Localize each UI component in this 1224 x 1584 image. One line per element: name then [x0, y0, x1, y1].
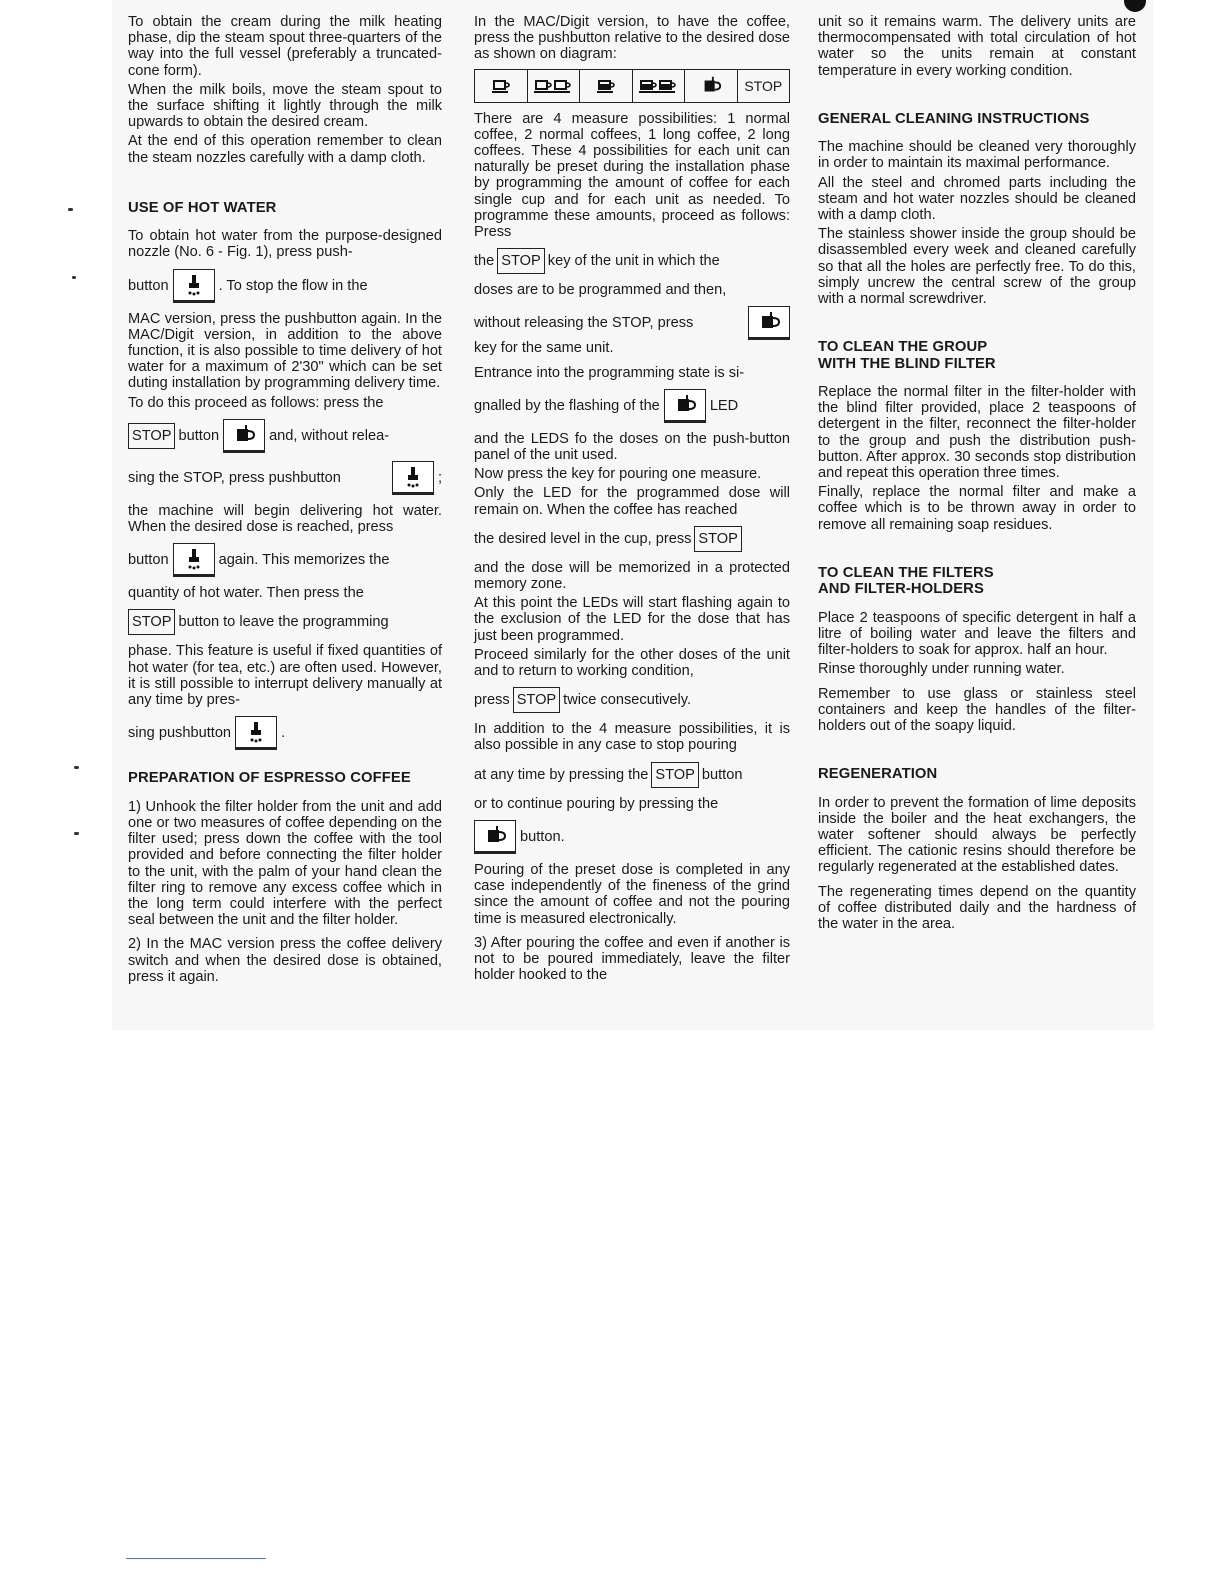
- inline-row: [128, 461, 442, 495]
- inline-row: [128, 609, 442, 635]
- text: and, without relea-: [269, 427, 390, 444]
- paragraph: and the dose will be memorized in a protected memory zone.: [474, 559, 790, 593]
- text: . To stop the flow in the: [218, 277, 368, 294]
- text: ;: [437, 469, 442, 486]
- text: button.: [520, 828, 565, 845]
- inline-row: [474, 526, 790, 552]
- two-long-coffees-icon: [633, 70, 686, 102]
- heading-line: TO CLEAN THE GROUP: [818, 339, 988, 356]
- continuous-pour-icon: [223, 419, 265, 453]
- margin-mark: [68, 208, 73, 211]
- hot-water-icon: [392, 461, 434, 495]
- long-coffee-icon: [580, 70, 633, 102]
- text: button to leave the programming: [178, 614, 389, 631]
- paragraph: Entrance into the programming state is si-: [474, 364, 745, 381]
- paragraph: Replace the normal filter in the filter-holder with the blind filter provided, place 2 teaspoons of detergent in the filter, reconnect the filter-holder to the group and push the distribution push-button. After approx. 30 seconds stop distribution and repeat this operation three times.: [818, 384, 1136, 482]
- margin-mark: [72, 276, 76, 279]
- column-2: [474, 14, 790, 986]
- paragraph: 3) After pouring the coffee and even if another is not to be poured immediately, leave the filter holder hooked to the: [474, 934, 790, 984]
- inline-row: [128, 716, 442, 750]
- paragraph: To obtain the cream during the milk heating phase, dip the steam spout three-quarters of the way into the full vessel (preferably a truncated-cone form).: [128, 14, 442, 79]
- paragraph: In order to prevent the formation of lime deposits inside the boiler and the heat exchangers, the water softener should always be perfectly efficient. The cationic resins should therefore be regularly regenerated at the established dates.: [818, 794, 1136, 876]
- paragraph: Only the LED for the programmed dose will remain on. When the coffee has reached: [474, 485, 790, 518]
- two-cups-icon: [528, 70, 581, 102]
- text: button: [128, 552, 169, 569]
- inline-row: [474, 687, 790, 713]
- column-3: [818, 14, 1136, 935]
- footer-rule: [126, 1558, 266, 1559]
- paragraph: MAC version, press the pushbutton again. In the MAC/Digit version, in addition to the above function, it is also possible to time delivery of hot water for a maximum of 2'30" which can be set duting installation by programming delivery time.: [128, 310, 442, 392]
- text: button: [701, 766, 743, 783]
- paragraph: Pouring of the preset dose is completed in any case independently of the fineness of the grind since the amount of coffee and not the pouring time is measured electronically.: [474, 861, 790, 927]
- inline-row: [474, 762, 790, 788]
- inline-row: [474, 389, 790, 423]
- paragraph: Rinse thoroughly under running water.: [818, 661, 1065, 678]
- margin-mark: [74, 832, 79, 835]
- paragraph: Proceed similarly for the other doses of the unit and to return to working condition,: [474, 646, 790, 680]
- text: sing the STOP, press pushbutton: [128, 469, 341, 486]
- paragraph: To do this proceed as follows: press the: [128, 394, 384, 411]
- continuous-pour-icon: [474, 820, 516, 854]
- paragraph: At the end of this operation remember to clean the steam nozzles carefully with a damp cloth.: [128, 133, 442, 166]
- paragraph: 1) Unhook the filter holder from the unit and add one or two measures of coffee depending on the filter used; press down the coffee with the tool provided and before connecting the filter holder to the unit, with the palm of your hand clean the filter ring to remove any excess coffee which in the long term could interfere with the perfect seal between the unit and the filter holder.: [128, 798, 442, 929]
- paragraph: When the milk boils, move the steam spout to the surface shifting it lightly through the milk upwards to obtain the desired cream.: [128, 81, 442, 131]
- paragraph: The regenerating times depend on the quantity of coffee distributed daily and the hardness of the water in the area.: [818, 883, 1136, 932]
- hot-water-icon: [235, 716, 277, 750]
- paragraph: To obtain hot water from the purpose-designed nozzle (No. 6 - Fig. 1), press push-: [128, 228, 442, 261]
- text: the desired level in the cup, press: [474, 530, 692, 547]
- section-heading-cleaning: GENERAL CLEANING INSTRUCTIONS: [818, 110, 1090, 127]
- text: the: [474, 253, 495, 270]
- text: at any time by pressing the: [474, 766, 649, 783]
- paragraph: the machine will begin delivering hot water. When the desired dose is reached, press: [128, 502, 442, 536]
- paragraph: At this point the LEDs will start flashing again to the exclusion of the LED for the dose that has just been programmed.: [474, 595, 790, 644]
- section-heading-clean-filters: [818, 565, 1136, 598]
- text: button: [178, 427, 220, 444]
- inline-row: [128, 543, 442, 577]
- text: key of the unit in which the: [547, 253, 720, 270]
- stop-key: STOP: [694, 526, 741, 552]
- margin-mark: [74, 766, 79, 769]
- text: twice consecutively.: [563, 692, 692, 709]
- inline-row: [474, 306, 790, 340]
- single-cup-icon: [475, 70, 528, 102]
- paragraph: Now press the key for pouring one measure.: [474, 466, 762, 483]
- text: sing pushbutton: [128, 725, 232, 742]
- continuous-pour-icon: [685, 70, 738, 102]
- heading-line: AND FILTER-HOLDERS: [818, 581, 984, 598]
- inline-row: [474, 248, 790, 274]
- text: .: [281, 725, 286, 742]
- section-heading-espresso: PREPARATION OF ESPRESSO COFFEE: [128, 770, 411, 787]
- dose-diagram: [474, 69, 790, 103]
- hot-water-icon: [173, 543, 215, 577]
- paragraph: phase. This feature is useful if fixed quantities of hot water (for tea, etc.) are often used. However, it is still possible to interrupt delivery manually at any time by pres-: [128, 643, 442, 709]
- section-heading-regeneration: REGENERATION: [818, 766, 938, 783]
- paragraph: Remember to use glass or stainless steel containers and keep the handles of the filter-holders out of the soapy liquid.: [818, 685, 1136, 734]
- paragraph: unit so it remains warm. The delivery units are thermocompensated with total circulation of hot water so the units remain at constant temperature in every working condition.: [818, 14, 1136, 79]
- text: button: [128, 277, 169, 294]
- text: again. This memorizes the: [218, 552, 390, 569]
- paragraph: Place 2 teaspoons of specific detergent in half a litre of boiling water and leave the filters and filter-holders to soak for approx. half an hour.: [818, 609, 1136, 659]
- section-heading-clean-group: [818, 339, 1136, 372]
- section-heading-hot-water: USE OF HOT WATER: [128, 199, 277, 216]
- stop-key: STOP: [513, 687, 560, 713]
- inline-row: [474, 820, 790, 854]
- continuous-pour-icon: [748, 306, 790, 340]
- paragraph: and the LEDS fo the doses on the push-button panel of the unit used.: [474, 430, 790, 464]
- continuous-pour-icon: [664, 389, 706, 423]
- inline-row: [128, 419, 442, 453]
- text: LED: [709, 397, 739, 414]
- text: gnalled by the flashing of the: [474, 397, 660, 414]
- paragraph: There are 4 measure possibilities: 1 normal coffee, 2 normal coffees, 1 long coffee, 2 long coffees. These 4 possibilities for each unit can naturally be preset during the installation phase by programming the amount of coffee for each single cup and for each unit as needed. To programme these amounts, proceed as follows: Press: [474, 110, 790, 241]
- paragraph: 2) In the MAC version press the coffee delivery switch and when the desired dose is obtained, press it again.: [128, 936, 442, 985]
- paragraph: Finally, replace the normal filter and make a coffee which is to be thrown away in order to remove all remaining soap residues.: [818, 484, 1136, 533]
- heading-line: TO CLEAN THE FILTERS: [818, 564, 994, 581]
- hot-water-icon: [173, 269, 215, 303]
- stop-key: STOP: [497, 248, 544, 274]
- paragraph: The machine should be cleaned very thoroughly in order to maintain its maximal performance.: [818, 139, 1136, 172]
- stop-key: STOP: [651, 762, 698, 788]
- paragraph: key for the same unit.: [474, 340, 614, 357]
- stop-key: STOP: [128, 423, 175, 449]
- paragraph: All the steel and chromed parts including the steam and hot water nozzles should be cleaned with a damp cloth.: [818, 174, 1136, 224]
- text: press: [474, 692, 510, 709]
- stop-key: STOP: [744, 77, 783, 94]
- text: without releasing the STOP, press: [474, 315, 694, 332]
- heading-line: WITH THE BLIND FILTER: [818, 355, 996, 372]
- paragraph: In the MAC/Digit version, to have the coffee, press the pushbutton relative to the desired dose as shown on diagram:: [474, 14, 790, 63]
- inline-row: [128, 269, 442, 303]
- paragraph: In addition to the 4 measure possibilities, it is also possible in any case to stop pouring: [474, 721, 790, 754]
- stop-key: STOP: [128, 609, 175, 635]
- paragraph: doses are to be programmed and then,: [474, 282, 727, 299]
- paragraph: or to continue pouring by pressing the: [474, 795, 719, 812]
- paragraph: quantity of hot water. Then press the: [128, 585, 364, 602]
- paragraph: The stainless shower inside the group should be disassembled every week and cleaned carefully so that all the holes are perfectly free. To do this, simply uncrew the central screw of the group with a normal screwdriver.: [818, 226, 1136, 308]
- column-1: [128, 14, 442, 988]
